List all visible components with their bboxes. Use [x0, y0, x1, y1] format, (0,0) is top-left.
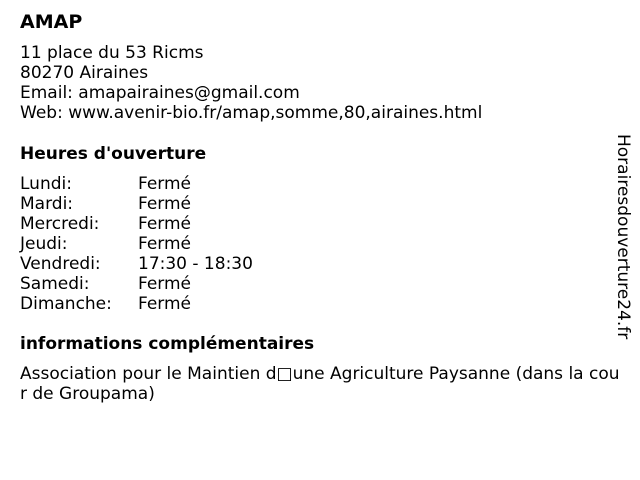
day-label: Vendredi: — [20, 254, 101, 274]
web-line: Web: www.avenir-bio.fr/amap,somme,80,airaines.html — [20, 103, 483, 123]
site-watermark: Horairesdouverture24.fr — [613, 134, 633, 340]
hours-row-sunday — [20, 294, 320, 314]
email-line: Email: amapairaines@gmail.com — [20, 83, 300, 103]
hours-row-tuesday — [20, 194, 320, 214]
hours-heading: Heures d'ouverture — [20, 144, 207, 164]
day-label: Mercredi: — [20, 214, 100, 234]
business-name: AMAP — [20, 11, 83, 33]
address-block — [20, 43, 482, 123]
day-label: Lundi: — [20, 174, 72, 194]
hours-row-saturday — [20, 274, 320, 294]
day-hours: Fermé — [138, 214, 192, 234]
hours-list — [20, 174, 320, 314]
address-city: 80270 Airaines — [20, 63, 149, 83]
day-hours: Fermé — [138, 294, 192, 314]
day-hours: Fermé — [138, 174, 192, 194]
day-label: Mardi: — [20, 194, 74, 214]
day-label: Dimanche: — [20, 294, 112, 314]
day-hours: Fermé — [138, 194, 192, 214]
hours-row-friday — [20, 254, 320, 274]
day-label: Jeudi: — [20, 234, 68, 254]
hours-row-wednesday — [20, 214, 320, 234]
day-hours: Fermé — [138, 234, 192, 254]
info-text: Association pour le Maintien d□une Agriculture Paysanne (dans la cour de Groupama) — [20, 364, 620, 404]
info-heading: informations complémentaires — [20, 334, 315, 354]
hours-row-monday — [20, 174, 320, 194]
hours-row-thursday — [20, 234, 320, 254]
day-hours: Fermé — [138, 274, 192, 294]
address-street: 11 place du 53 Ricms — [20, 43, 204, 63]
day-label: Samedi: — [20, 274, 90, 294]
day-hours: 17:30 - 18:30 — [138, 254, 253, 274]
